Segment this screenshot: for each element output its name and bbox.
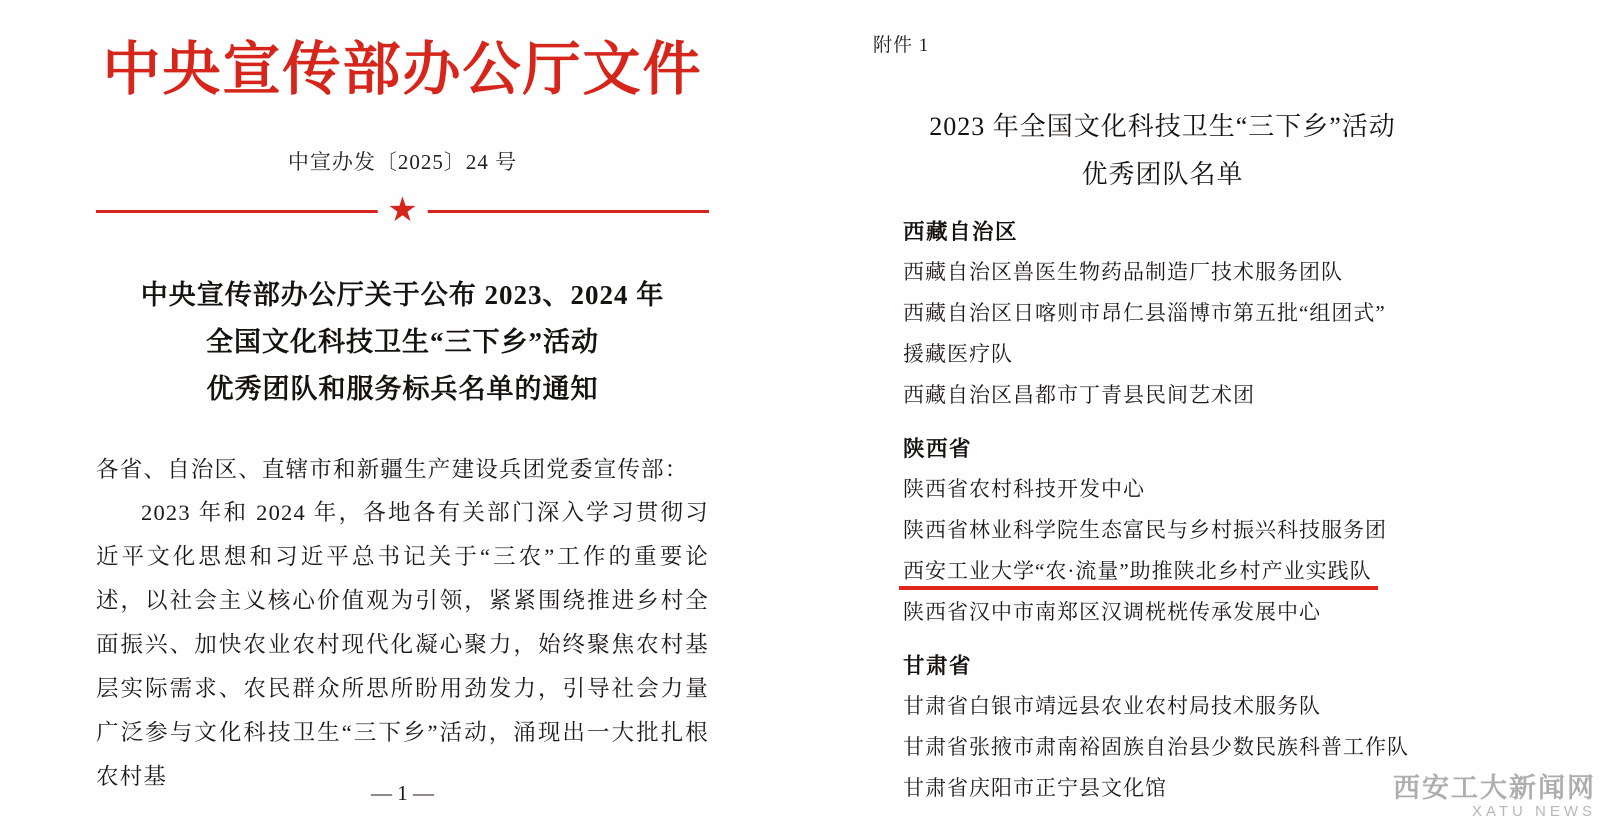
region-group [865, 432, 1460, 633]
page-title [96, 272, 709, 414]
region-group [865, 215, 1460, 416]
salutation: 各省、自治区、直辖市和新疆生产建设兵团党委宣传部： [96, 456, 689, 482]
team-item: 甘肃省张掖市肃南裕固族自治县少数民族科普工作队 [903, 734, 1409, 759]
team-item-highlighted: 西安工业大学“农·流量”助推陕北乡村产业实践队 [903, 551, 1372, 592]
region-name: 西藏自治区 [903, 220, 1019, 245]
attachment-label: 附件 1 [873, 35, 930, 56]
red-divider [96, 191, 709, 229]
team-item: 陕西省林业科学院生态富民与乡村振兴科技服务团 [903, 517, 1387, 542]
document-number: 中宣办发〔2025〕24 号 [287, 149, 518, 174]
team-item: 陕西省农村科技开发中心 [903, 476, 1145, 501]
region-name: 陕西省 [903, 436, 973, 461]
team-item: 甘肃省庆阳市正宁县文化馆 [903, 775, 1167, 800]
team-item: 西藏自治区昌都市丁青县民间艺术团 [903, 383, 1255, 407]
title-line-3: 优秀团队和服务标兵名单的通知 [206, 374, 599, 405]
watermark-main-text: 西安工大新闻网 [1393, 773, 1596, 803]
right-document-page [805, 0, 1610, 828]
region-list [865, 215, 1460, 808]
body-paragraph: 2023 年和 2024 年，各地各有关部门深入学习贯彻习近平文化思想和习近平总书记关于“三农”工作的重要论述，以社会主义核心价值观为引领，紧紧围绕推进乡村全面振兴、加快农业农村现代化凝心聚力，始终聚焦农村基层实际需求、农民群众所思所盼用劲发力，引导社会力量广泛参与文化科技卫生“三下乡”活动，涌现出一大批扎根农村基 [96, 500, 709, 789]
masthead-title: 中央宣传部办公厅文件 [102, 37, 703, 102]
title-line-2: 全国文化科技卫生“三下乡”活动 [206, 327, 599, 358]
list-title [865, 103, 1460, 199]
team-item: 西藏自治区兽医生物药品制造厂技术服务团队 [903, 260, 1343, 285]
watermark-sub-text: XATU NEWS [1471, 803, 1596, 820]
team-item: 援藏医疗队 [903, 342, 1013, 367]
region-group [865, 649, 1460, 809]
red-star-icon: ★ [377, 198, 427, 224]
page-number: — 1 — [371, 781, 434, 805]
team-item: 甘肃省白银市靖远县农业农村局技术服务队 [903, 693, 1321, 718]
region-name: 甘肃省 [903, 653, 973, 678]
team-item: 西藏自治区日喀则市昂仁县淄博市第五批“组团式” [903, 301, 1386, 326]
title-line-1: 中央宣传部办公厅关于公布 2023、2024 年 [140, 279, 665, 310]
list-title-line-1: 2023 年全国文化科技卫生“三下乡”活动 [929, 112, 1396, 141]
team-item: 陕西省汉中市南郑区汉调桄桄传承发展中心 [903, 599, 1321, 624]
list-title-line-2: 优秀团队名单 [1081, 160, 1244, 190]
